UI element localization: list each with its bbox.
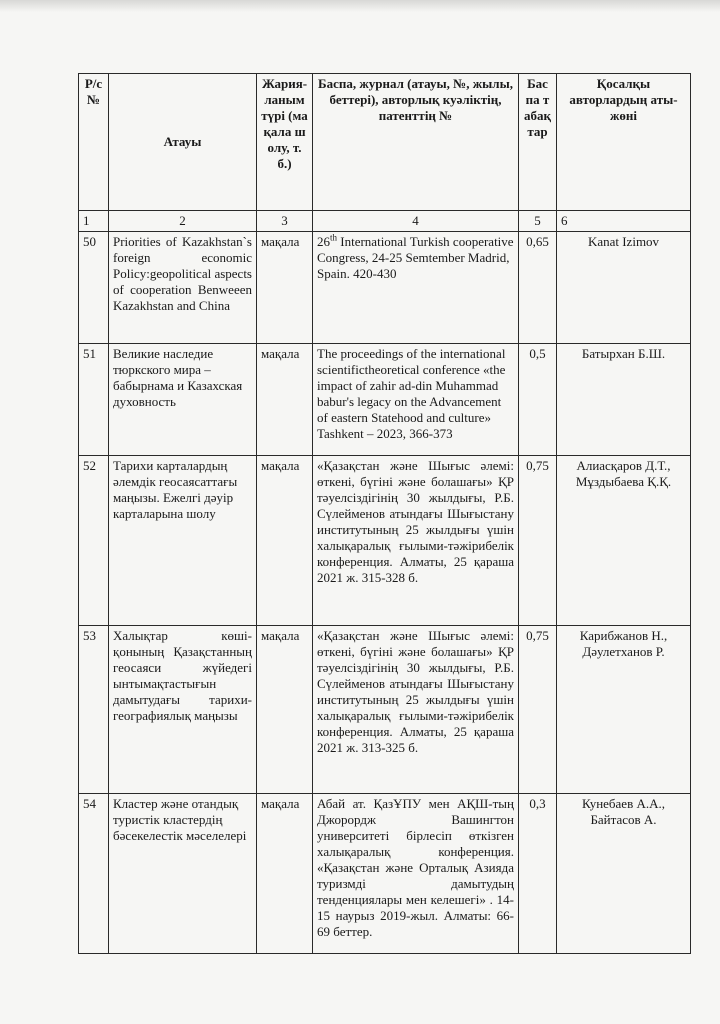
publication-source: «Қазақстан және Шығыс әлемі: өткені, бүгіні және болашағы» ҚР тәуелсіздігінің 30 жылдығы, Р.Б. Сүлейменов атындағы Шығыстану институтының 25 жылдығы үшін халықаралық ғылыми-тәжірибелік конференция. Алматы, 25 қараша 2021 ж. 313-325 б. <box>313 626 519 794</box>
column-number: 5 <box>519 211 557 232</box>
publication-volume: 0,75 <box>519 626 557 794</box>
publication-type: мақала <box>257 456 313 626</box>
coauthors: Карибжанов Н., Дәулетханов Р. <box>557 626 691 794</box>
coauthors: Kanat Izimov <box>557 232 691 344</box>
publication-title: Халықтар көші-қонының Қазақстанның геосаяси жүйедегі ынтымақтастығын дамытудағы тарихи-географиялық маңызы <box>109 626 257 794</box>
header-type <box>257 74 313 211</box>
header-volume-label: Баспа табақтар <box>524 76 551 139</box>
publication-source: The proceedings of the international scientifictheoretical conference «the impact of zahir ad-din Muhammad babur's legacy on the Advancement of eastern Statehood and culture» Tashkent – 2023, 366-373 <box>313 344 519 456</box>
publication-title: Priorities of Kazakhstan`s foreign economic Policy:geopolitical aspects of cooperation Benweeen Kazakhstan and China <box>109 232 257 344</box>
table-row <box>79 344 691 456</box>
publication-type: мақала <box>257 344 313 456</box>
header-row <box>79 74 691 211</box>
row-number: 53 <box>79 626 109 794</box>
publication-volume: 0,65 <box>519 232 557 344</box>
row-number: 52 <box>79 456 109 626</box>
header-num <box>79 74 109 211</box>
scan-edge <box>0 0 720 12</box>
publication-volume: 0,5 <box>519 344 557 456</box>
publication-title: Великие наследие тюркского мира – бабырнама и Казахская духовность <box>109 344 257 456</box>
publication-type: мақала <box>257 232 313 344</box>
column-number: 6 <box>557 211 691 232</box>
publication-volume: 0,3 <box>519 794 557 954</box>
table-row <box>79 232 691 344</box>
header-num-label: Р/с № <box>84 76 103 107</box>
publication-source: «Қазақстан және Шығыс әлемі: өткені, бүгіні және болашағы» ҚР тәуелсіздігінің 30 жылдығы, Р.Б. Сүлейменов атындағы Шығыстану институтының 25 жылдығы үшін халықаралық ғылыми-тәжірибелік конференция. Алматы, 25 қараша 2021 ж. 315-328 б. <box>313 456 519 626</box>
row-number: 51 <box>79 344 109 456</box>
publication-source-ordinal: 26 <box>317 234 330 249</box>
ordinal-suffix: th <box>330 232 338 243</box>
publication-source: Абай ат. ҚазҰПУ мен АҚШ-тың Джорордж Вашингтон университеті бірлесіп өткізген халықаралық конференция. «Қазақстан және Орталық Азияда туризмді дамытудың тенденциялары мен келешегі» . 14-15 наурыз 2019-жыл. Алматы: 66-69 беттер. <box>313 794 519 954</box>
column-number: 2 <box>109 211 257 232</box>
coauthors: Батырхан Б.Ш. <box>557 344 691 456</box>
publication-source-text: International Turkish cooperative Congress, 24-25 Semtember Madrid, Spain. 420-430 <box>317 234 514 281</box>
table-row <box>79 456 691 626</box>
publication-volume: 0,75 <box>519 456 557 626</box>
publication-title: Тарихи карталардың әлемдік геосаясаттағы маңызы. Ежелгі дәуір карталарына шолу <box>109 456 257 626</box>
row-number: 54 <box>79 794 109 954</box>
table-row <box>79 626 691 794</box>
publication-source <box>313 232 519 344</box>
table-row <box>79 794 691 954</box>
coauthors: Кунебаев А.А., Байтасов А. <box>557 794 691 954</box>
publication-title: Кластер және отандық туристік кластердің бәсекелестік мәселелері <box>109 794 257 954</box>
coauthors: Алиасқаров Д.Т., Мұздыбаева Қ.Қ. <box>557 456 691 626</box>
header-coauthors: Қосалқы авторлардың аты-жөні <box>557 74 691 211</box>
publication-type: мақала <box>257 794 313 954</box>
row-number: 50 <box>79 232 109 344</box>
publications-table <box>78 73 691 954</box>
column-numbers-row <box>79 211 691 232</box>
header-publisher: Баспа, журнал (атауы, №, жылы, беттері), авторлық куәліктің, патенттің № <box>313 74 519 211</box>
header-type-label: Жария-ланым түрі (мақала шолу, т.б.) <box>261 76 308 171</box>
header-volume <box>519 74 557 211</box>
column-number: 3 <box>257 211 313 232</box>
header-title: Атауы <box>109 74 257 211</box>
column-number: 4 <box>313 211 519 232</box>
publication-type: мақала <box>257 626 313 794</box>
column-number: 1 <box>79 211 109 232</box>
